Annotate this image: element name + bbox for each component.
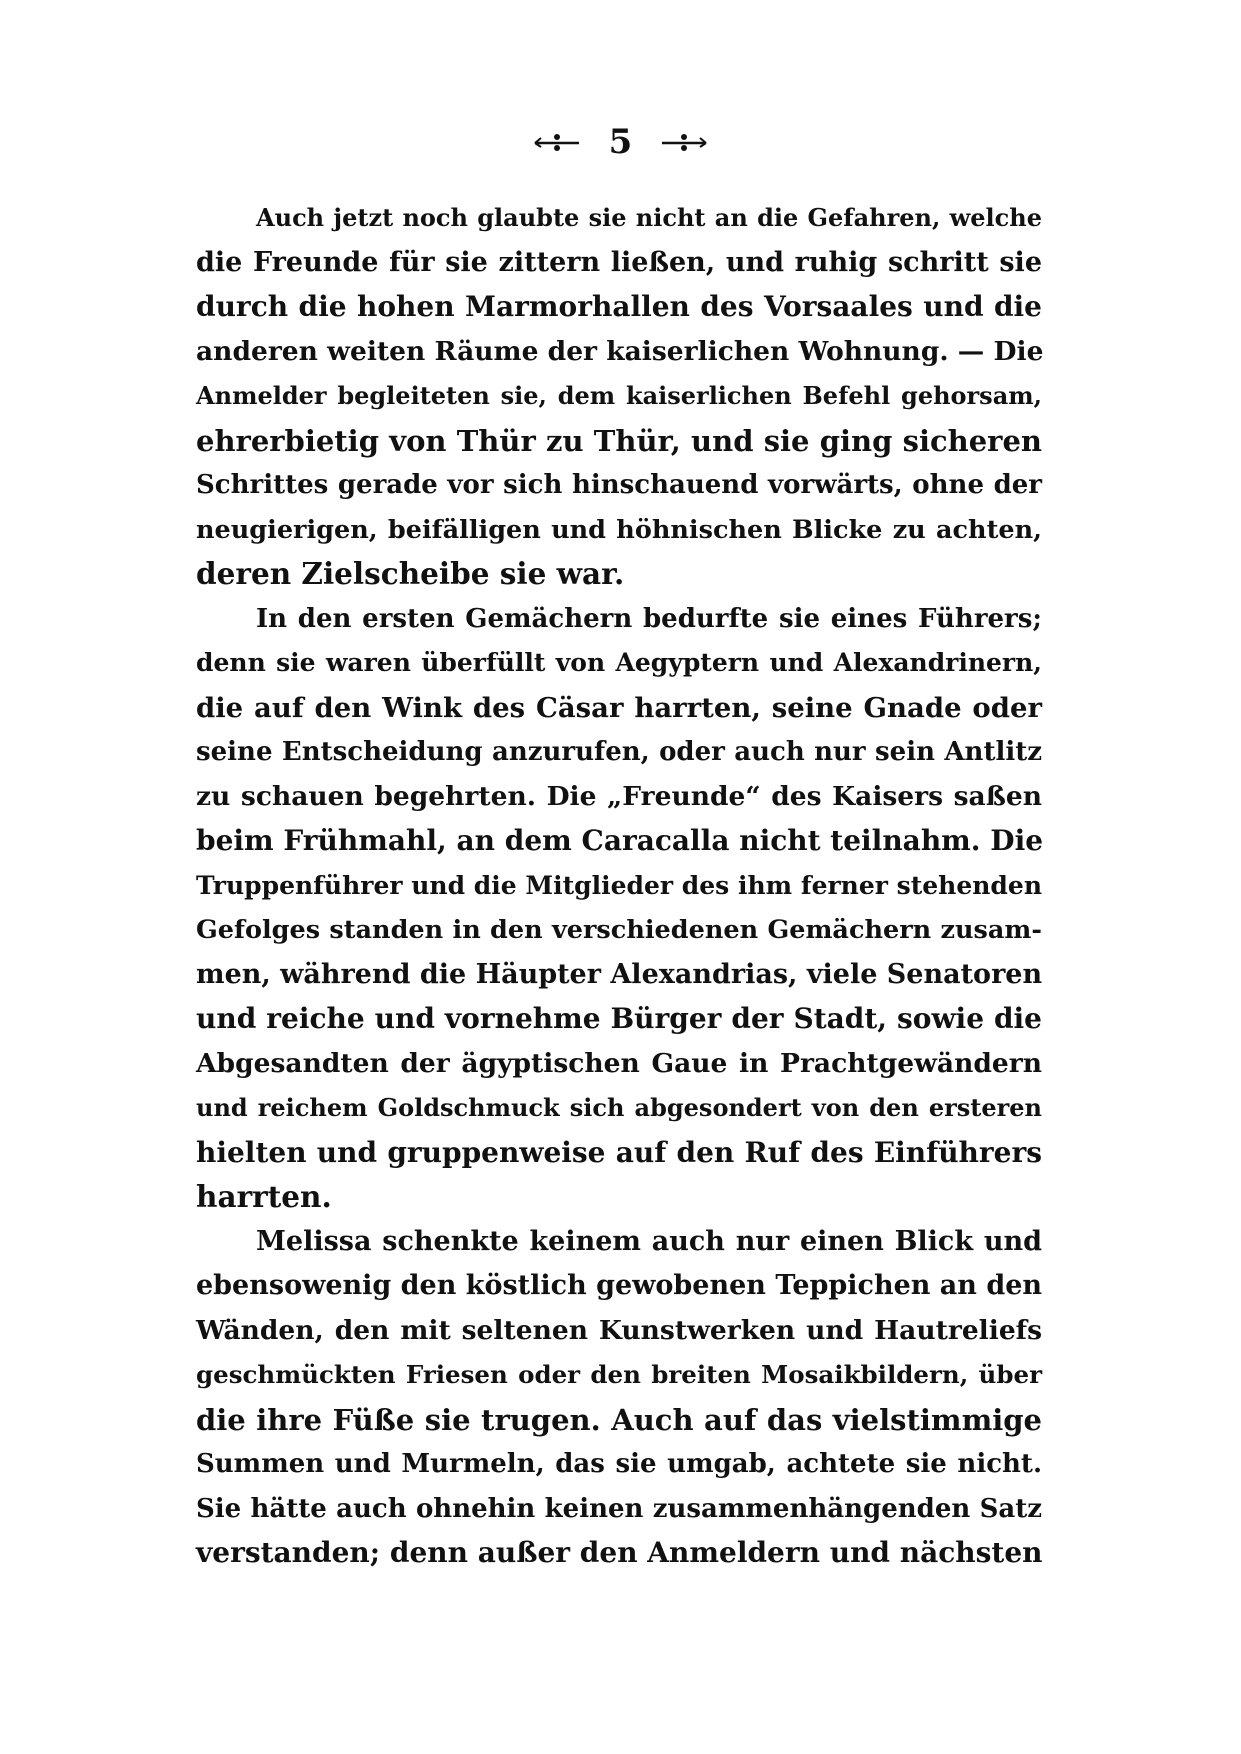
ornament-flourish-icon [533,132,581,152]
text-line: Schrittes gerade vor sich hinschauend vorwärts, ohne der [196,470,1042,500]
text-line: Anmelder begleiteten sie, dem kaiserlichen Befehl gehorsam, [196,381,1042,410]
text-line: beim Frühmahl, an dem Caracalla nicht teilnahm. Die [196,824,1044,857]
text-line: Summen und Murmeln, das sie umgab, achtete sie nicht. [196,1449,1042,1479]
text-line: geschmückten Friesen oder den breiten Mosaikbildern, über [196,1360,1042,1389]
text-line: deren Zielscheibe sie war. [196,556,625,591]
text-line: denn sie waren überfüllt von Aegyptern und Alexandrinern, [196,648,1042,677]
text-line: die auf den Wink des Cäsar harrten, seine Gnade oder [196,691,1042,724]
text-line: Abgesandten der ägyptischen Gaue in Prachtgewändern [196,1047,1042,1079]
text-line: Wänden, den mit seltenen Kunstwerken und Hautreliefs [196,1314,1042,1346]
text-line: die ihre Füße sie trugen. Auch auf das vielstimmige [196,1402,1042,1437]
text-line: Auch jetzt noch glaubte sie nicht an die Gefahren, welche [256,203,1042,232]
text-line: hielten und gruppenweise auf den Ruf des Einführers [196,1135,1042,1169]
page-number: 5 [608,122,633,162]
paragraph [196,196,1042,597]
text-line: zu schauen begehrten. Die „Freunde“ des Kaisers saßen [196,780,1042,812]
text-line: und reiche und vornehme Bürger der Stadt, sowie die [196,1002,1042,1035]
text-line: neugierigen, beifälligen und höhnischen Blicke zu achten, [196,514,1042,545]
text-line: ehrerbietig von Thür zu Thür, und sie ging sicheren [196,423,1042,458]
text-line: harrten. [196,1179,332,1214]
ornament-flourish-icon [660,132,708,152]
text-line: durch die hohen Marmorhallen des Vorsaales und die [196,290,1042,323]
text-line: die Freunde für sie zittern ließen, und ruhig schritt sie [196,246,1042,278]
text-line: Truppenführer und die Mitglieder des ihm ferner stehenden [196,870,1042,900]
text-line: Sie hätte auch ohnehin keinen zusammenhängenden Satz [196,1493,1042,1524]
paragraph [196,597,1042,1220]
text-line: In den ersten Gemächern bedurfte sie eines Führers; [256,603,1042,634]
paragraph [196,1220,1042,1576]
text-line: und reichem Goldschmuck sich abgesondert von den ersteren [196,1093,1042,1122]
text-line: ebensowenig den köstlich gewobenen Teppichen an den [196,1270,1043,1301]
body-text [196,196,1042,1576]
text-line: Gefolges standen in den verschiedenen Gemächern zusam- [196,915,1042,945]
text-line: men, während die Häupter Alexandrias, viele Senatoren [196,958,1043,990]
text-line: anderen weiten Räume der kaiserlichen Wohnung. — Die [196,335,1044,367]
text-line: seine Entscheidung anzurufen, oder auch nur sein Antlitz [196,737,1042,767]
text-line: verstanden; denn außer den Anmeldern und nächsten [196,1536,1043,1569]
text-line: Melissa schenkte keinem auch nur einen Blick und [256,1225,1042,1257]
page-header [0,122,1241,162]
